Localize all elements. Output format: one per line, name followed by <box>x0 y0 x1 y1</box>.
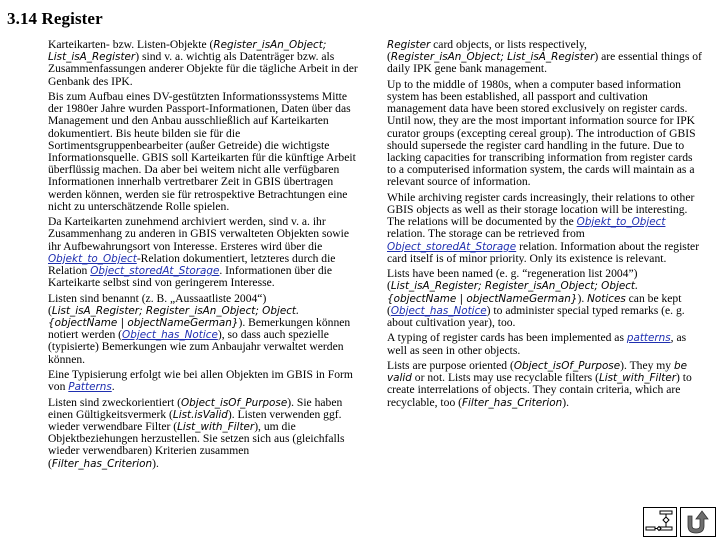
paragraph-lists-en <box>387 268 702 329</box>
text: relation. Information about the register card itself is of minor priority. Only its existence is relevant. <box>387 239 700 265</box>
text: card objects, or lists respectively, ( <box>387 38 587 64</box>
text: Da Karteikarten zunehmend archiviert werden, sind v. a. ihr Zusammenhang zu anderen in GBIS verwalteten Objekten sowie ihr Aufbewahrungsort von Interesse. Ersteres wird über die <box>48 215 350 253</box>
italic-term: Register_isAn_Object; List_isA_Register <box>390 51 595 64</box>
text: Lists are purpose oriented ( <box>387 359 514 373</box>
paragraph-purpose-de <box>48 397 360 470</box>
italic-term: List_with_Filter <box>598 372 677 385</box>
text: Eine Typisierung erfolgt wie bei allen Objekten im GBIS in Form von <box>48 368 353 394</box>
diagram-button[interactable] <box>643 507 677 537</box>
text: ) to create interrelations of objects. They contain criteria, which are recyclable, too ( <box>387 371 692 409</box>
german-column <box>48 39 360 473</box>
italic-term: Object_isOf_Purpose <box>180 396 288 409</box>
text: ). <box>152 456 159 470</box>
text: can be kept ( <box>387 291 682 317</box>
link-object-has-notice[interactable]: Object_has_Notice <box>390 304 487 317</box>
paragraph-typing-de <box>48 369 360 393</box>
paragraph-archive-de <box>48 216 360 289</box>
paragraph-typing-en <box>387 332 702 356</box>
text: . <box>111 380 115 394</box>
return-icon <box>683 508 713 536</box>
paragraph-archive-en <box>387 192 702 265</box>
text: ), um die Objektbeziehungen herzustellen. Sie setzen sich aus (gleichfalls wieder verwendbaren) Kriterien zusammen ( <box>48 420 345 470</box>
link-objekt-to-object[interactable]: Objekt_to_Object <box>576 216 666 229</box>
link-object-storedat-storage[interactable]: Object_storedAt_Storage <box>90 265 220 278</box>
text: ) sind v. a. wichtig als Datenträger bzw. als Zusammenfassungen anderer Objekte für die tägliche Arbeit in der Genbank des IPK. <box>48 50 358 88</box>
italic-term: List_isA_Register; Register_isAn_Object; Object.{objectName | objectNameGerman} <box>48 304 300 330</box>
link-patterns[interactable]: Patterns <box>68 381 112 394</box>
text: ). Listen verwenden ggf. wieder verwendbare Filter ( <box>48 407 342 434</box>
text: ). Bemerkungen können notiert werden ( <box>48 316 351 342</box>
diagram-icon <box>644 508 676 536</box>
link-patterns[interactable]: patterns <box>626 332 671 345</box>
english-column <box>387 39 702 412</box>
text: relation. The storage can be retrieved from <box>387 227 585 241</box>
text: ). They my <box>620 359 675 373</box>
paragraph-intro-de <box>48 39 360 88</box>
italic-term: Register <box>387 39 431 51</box>
text: ) are essential things of daily IPK gene bank management. <box>387 50 702 76</box>
paragraph-history-de: Bis zum Aufbau eines DV-gestützten Informationssystems Mitte der 1980er Jahre wurden Passport-Informationen, Daten über das Management und den Anbau ausschließlich auf Karteikarten dokumentiert. Bis heute bilden sie für die Sortimentsgruppenbearbeiter (außer Getreide) die wichtigste Informationsquelle. GBIS soll Karteikarten für die künftige Arbeit überflüssig machen. Da aber bei weitem nicht alle verfügbaren Informationen innerhalb vertretbarer Zeit in GBIS übertragen werden können, werden sie für retrospektive Betrachtungen eine nicht zu unterschätzende Rolle spielen. <box>48 90 356 213</box>
italic-term: List_with_Filter <box>177 421 255 434</box>
text: . Informationen über die Karteikarte selbst sind von geringerem Interesse. <box>48 264 333 290</box>
italic-term: Filter_has_Criterion <box>462 396 563 409</box>
text: ), so dass auch spezielle (typisierte) Bemerkungen wie zum Anbaujahr verwaltet werden können. <box>48 328 344 366</box>
text: ) to administer special typed remarks (e. g. about cultivation year), too. <box>387 303 685 330</box>
text: Listen sind zweckorientiert ( <box>48 395 181 409</box>
link-objekt-to-object[interactable]: Objekt_to_Object <box>48 252 137 265</box>
paragraph-purpose-en <box>387 360 702 409</box>
text: Lists have been named (e. g. “regeneration list 2004”) ( <box>387 267 638 293</box>
paragraph-lists-de <box>48 293 360 366</box>
text: Karteikarten- bzw. Listen-Objekte ( <box>48 38 214 51</box>
text: ). <box>562 395 569 409</box>
page-title: 3.14 Register <box>7 9 103 28</box>
italic-term: Filter_has_Criterion <box>51 457 153 470</box>
text: ). Sie haben einen Gültigkeitsvermerk ( <box>48 395 343 421</box>
text: ). <box>577 291 588 305</box>
italic-term: be valid <box>387 360 688 385</box>
text: or not. Lists may use recyclable filters ( <box>411 371 599 385</box>
link-object-has-notice[interactable]: Object_has_Notice <box>122 329 218 342</box>
link-object-storedat-storage[interactable]: Object_storedAt_Storage <box>387 240 517 253</box>
text: , as well as seen in other objects. <box>387 331 687 357</box>
navigation-buttons <box>643 507 716 537</box>
italic-term: Notices <box>587 292 626 305</box>
paragraph-intro-en <box>387 39 702 76</box>
return-button[interactable] <box>680 507 716 537</box>
text: Listen sind benannt (z. B. „Aussaatliste 2004“) ( <box>48 291 267 317</box>
text: While archiving register cards increasingly, their relations to other GBIS objects as well as their storage location will be interesting. The relations will be documented by the <box>387 190 695 229</box>
italic-term: Object_isOf_Purpose <box>513 360 621 373</box>
text: A typing of register cards has been implemented as <box>387 331 627 345</box>
italic-term: List_isA_Register; Register_isAn_Object; Object.{objectName | objectNameGerman} <box>387 280 639 305</box>
text: -Relation dokumentiert, letzteres durch die Relation <box>48 251 336 278</box>
paragraph-history-en: Up to the middle of 1980s, when a computer based information system has been established, all passport and cultivation management data have been stored exclusively on register cards. Until now, they are the most important information source for IPK curator groups (excepting cereal group). The introduction of GBIS should supersede the register card handling in the future. Due to lacking capacities for transcribing information from register cards to a computerised information system, the cards will maintain as a relevant source of information. <box>387 77 696 189</box>
italic-term: List.isValid <box>172 408 228 421</box>
italic-term: Register_isAn_Object; List_isA_Register <box>48 39 327 64</box>
